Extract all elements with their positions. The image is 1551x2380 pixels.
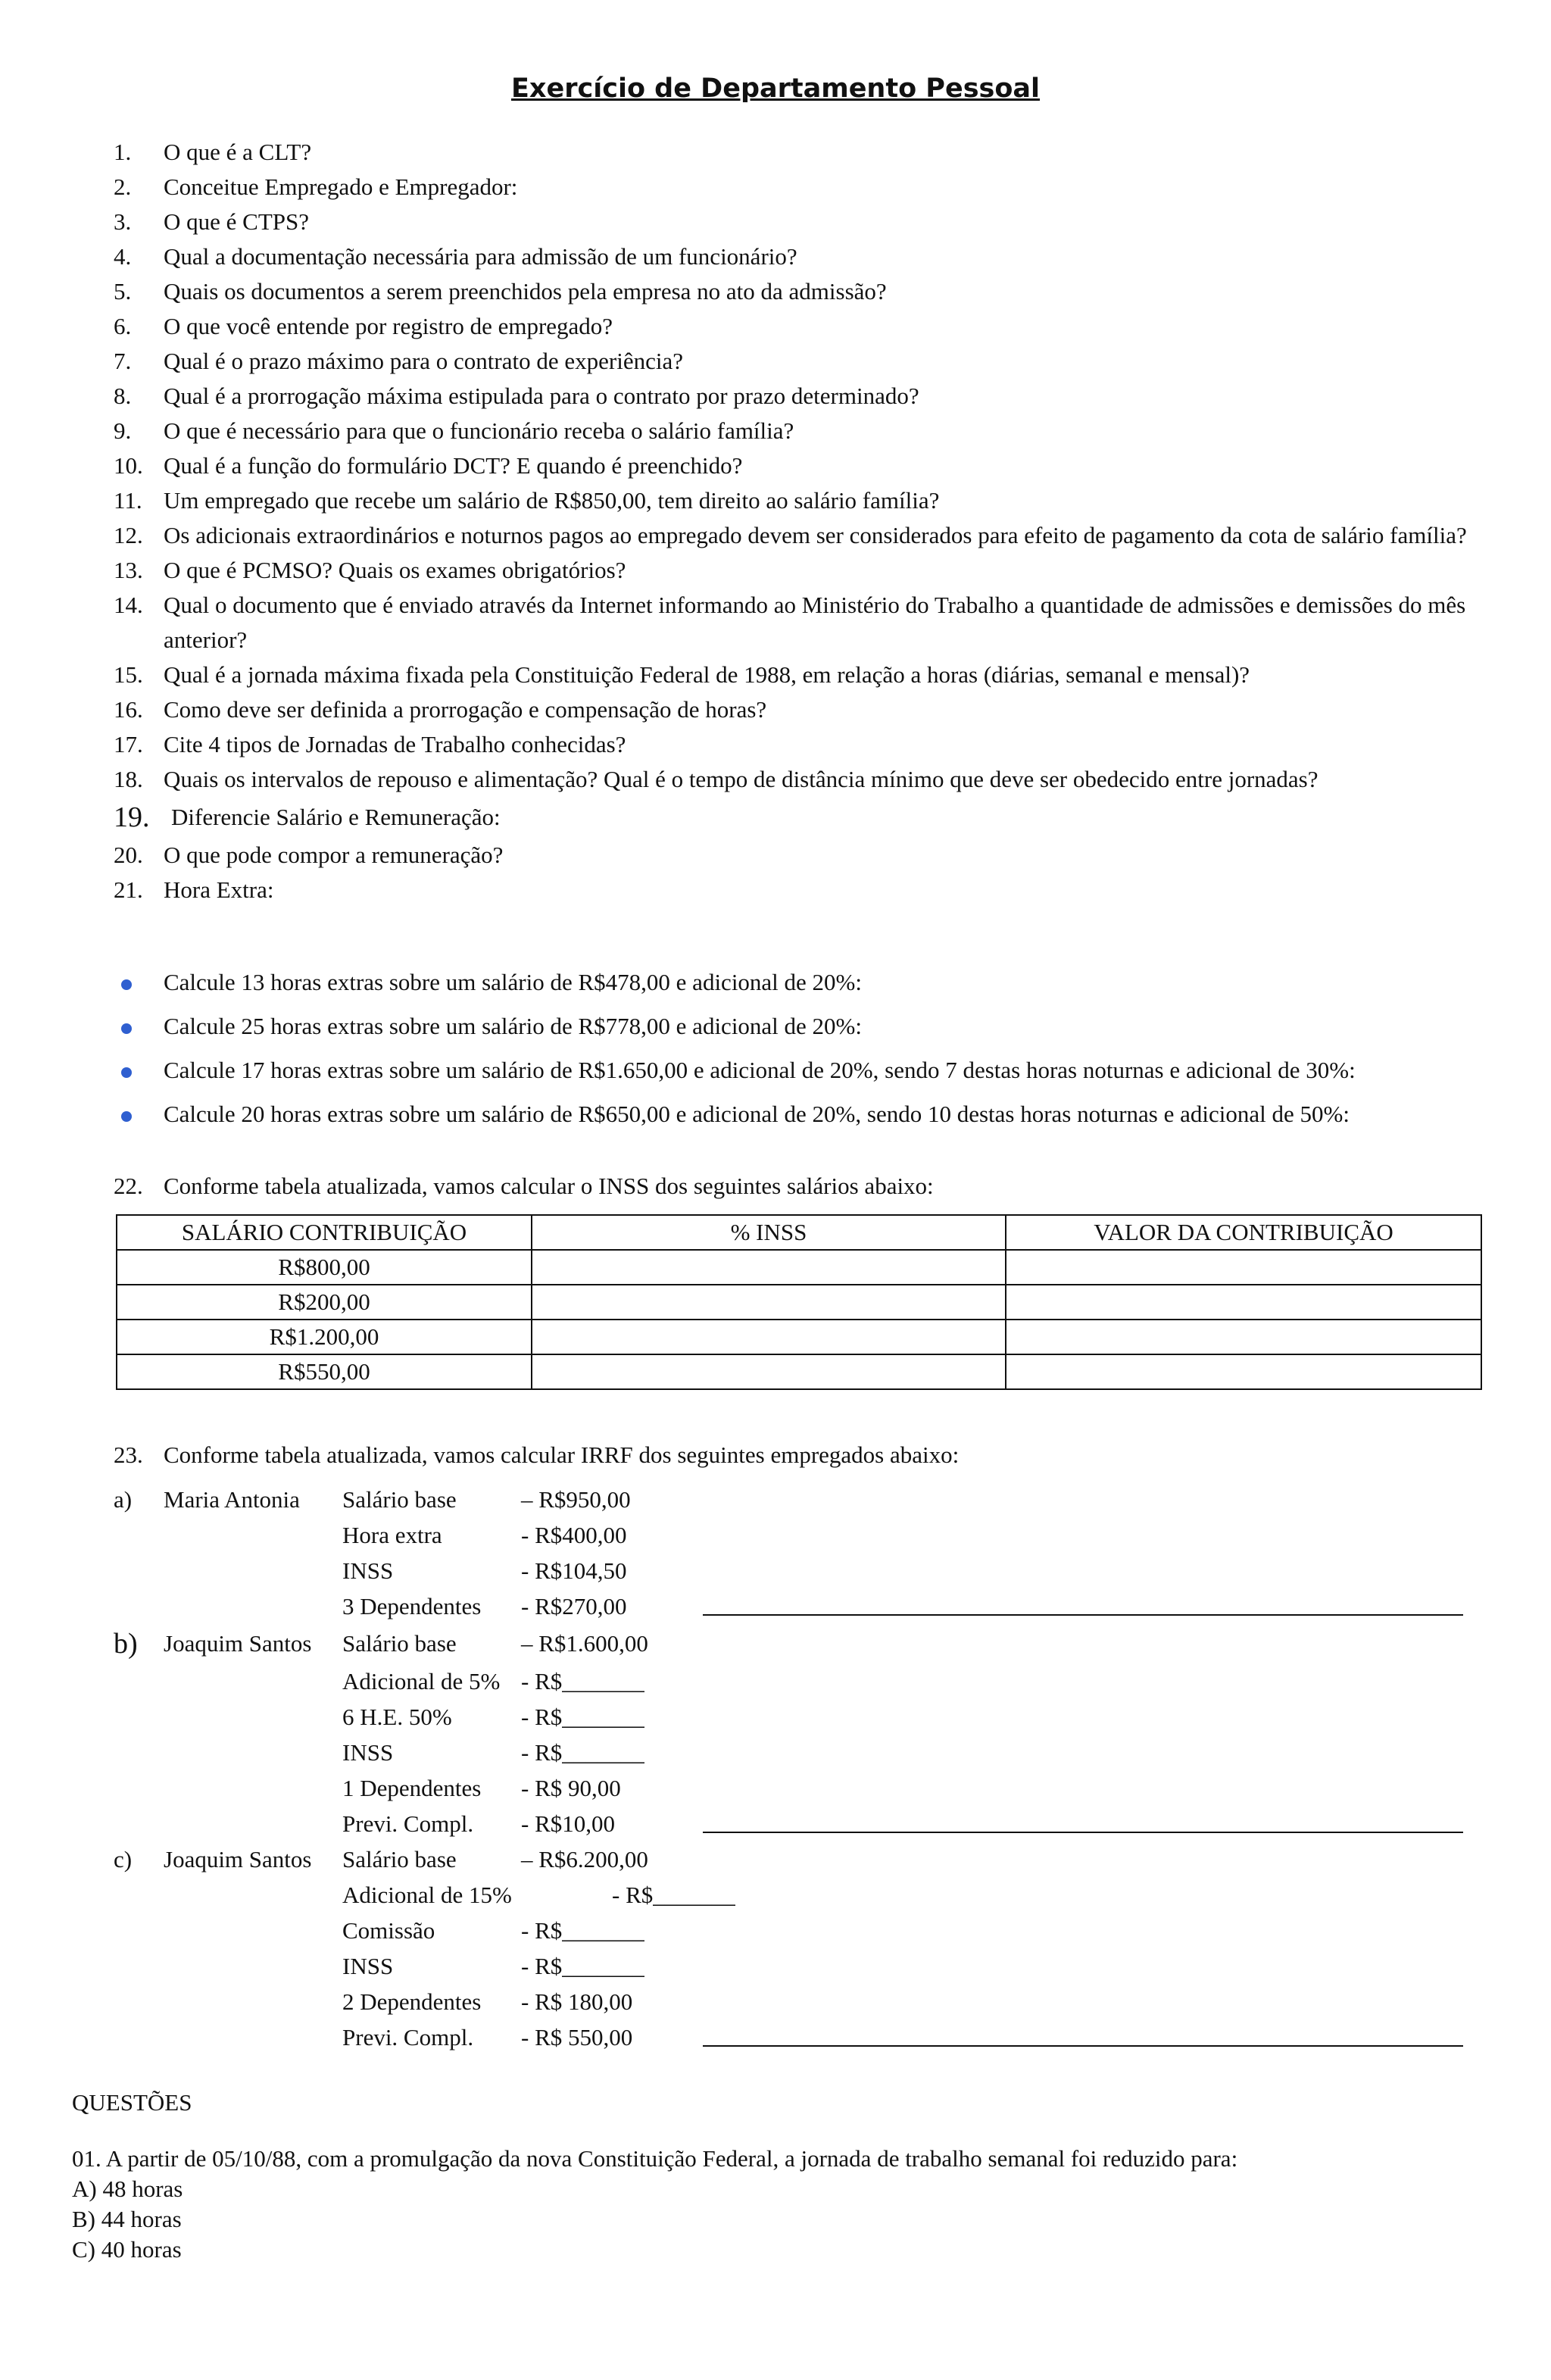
column-header: % INSS [532, 1215, 1006, 1250]
irrf-row [114, 1877, 1477, 1913]
question-number: 19. [114, 801, 150, 833]
question-number: 16. [114, 696, 143, 723]
employee-name: Maria Antonia [164, 1485, 300, 1513]
question-number: 21. [114, 876, 143, 903]
item-value: - R$10,00 [521, 1810, 615, 1837]
irrf-row [114, 1699, 1477, 1735]
bullet-text: Calcule 17 horas extras sobre um salário de R$1.650,00 e adicional de 20%, sendo 7 destas horas noturnas e adicional de 30%: [164, 1057, 1356, 1083]
item-label: 6 H.E. 50% [342, 1703, 452, 1730]
bullet-dot-icon [114, 1097, 164, 1132]
item-value: – R$950,00 [521, 1485, 631, 1513]
item-label: Adicional de 15% [342, 1881, 512, 1908]
irrf-row [114, 1841, 1477, 1877]
question-number: 6. [114, 313, 132, 339]
item-label: Previ. Compl. [342, 2023, 474, 2050]
item-label: Comissão [342, 1916, 435, 1944]
answer-line[interactable] [703, 1815, 1463, 1833]
irrf-row [114, 1735, 1477, 1770]
question-item [114, 588, 1477, 657]
inss-table [116, 1214, 1482, 1390]
question-text: O que é a CLT? [164, 139, 312, 165]
inss-percent-cell[interactable] [532, 1320, 1006, 1354]
question-item [114, 135, 1477, 170]
bullet-item [114, 960, 1500, 1004]
question-text: Qual a documentação necessária para admissão de um funcionário? [164, 243, 797, 270]
question-number: 7. [114, 348, 132, 374]
question-item [114, 1169, 1477, 1204]
item-value: - R$ 180,00 [521, 1988, 633, 2015]
irrf-row [114, 1517, 1477, 1553]
employee-letter: b) [114, 1628, 138, 1660]
column-header: VALOR DA CONTRIBUIÇÃO [1006, 1215, 1481, 1250]
item-label: Previ. Compl. [342, 1810, 474, 1837]
item-value: - R$ 550,00 [521, 2023, 633, 2050]
salary-cell: R$1.200,00 [117, 1320, 532, 1354]
question-text: Cite 4 tipos de Jornadas de Trabalho conhecidas? [164, 731, 626, 757]
item-label: Salário base [342, 1485, 457, 1513]
item-value: - R$_______ [521, 1916, 644, 1944]
question-number: 14. [114, 592, 143, 618]
question-number: 12. [114, 522, 143, 548]
item-label: INSS [342, 1557, 394, 1584]
question-number: 8. [114, 383, 132, 409]
bullet-item [114, 1048, 1500, 1092]
item-label: Salário base [342, 1845, 457, 1872]
answer-line[interactable] [703, 1598, 1463, 1616]
question-text: Diferencie Salário e Remuneração: [171, 804, 501, 830]
questoes-section [72, 2088, 1511, 2265]
item-label: INSS [342, 1738, 394, 1766]
salary-cell: R$550,00 [117, 1354, 532, 1389]
question-number: 22. [114, 1173, 143, 1199]
table-row [117, 1354, 1481, 1389]
question-list [114, 135, 1477, 907]
item-label: 1 Dependentes [342, 1774, 482, 1801]
question-text: Qual é a prorrogação máxima estipulada para o contrato por prazo determinado? [164, 383, 919, 409]
item-value: - R$270,00 [521, 1592, 627, 1619]
irrf-row [114, 1806, 1477, 1841]
question-text: Um empregado que recebe um salário de R$850,00, tem direito ao salário família? [164, 487, 940, 514]
item-label: Salário base [342, 1630, 457, 1657]
item-label: 2 Dependentes [342, 1988, 482, 2015]
question-item [114, 762, 1477, 797]
question-text: Conceitue Empregado e Empregador: [164, 173, 518, 200]
question-item [114, 448, 1477, 483]
question-number: 4. [114, 243, 132, 270]
inss-percent-cell[interactable] [532, 1285, 1006, 1320]
question-number: 17. [114, 731, 143, 757]
irrf-row [114, 1663, 1477, 1699]
contribution-value-cell[interactable] [1006, 1354, 1481, 1389]
bullet-item [114, 1004, 1500, 1048]
question-item [114, 205, 1477, 239]
irrf-row [114, 2019, 1477, 2055]
irrf-row [114, 1624, 1477, 1663]
irrf-employee-list [114, 1482, 1477, 2055]
irrf-row [114, 1913, 1477, 1948]
question-item [114, 838, 1477, 873]
item-value: - R$_______ [521, 1667, 644, 1694]
question-text: O que é CTPS? [164, 208, 310, 235]
question-item [114, 518, 1477, 553]
question-text: Hora Extra: [164, 876, 274, 903]
item-value: – R$6.200,00 [521, 1845, 648, 1872]
question-text: O que você entende por registro de empregado? [164, 313, 613, 339]
employee-letter: c) [114, 1845, 133, 1872]
question-text: Quais os documentos a serem preenchidos pela empresa no ato da admissão? [164, 278, 887, 305]
question-item [114, 344, 1477, 379]
question-text: Conforme tabela atualizada, vamos calcular IRRF dos seguintes empregados abaixo: [164, 1441, 960, 1468]
bullet-dot-icon [114, 965, 164, 1000]
item-value: - R$_______ [612, 1881, 735, 1908]
question-item [114, 657, 1477, 692]
item-value: - R$_______ [521, 1738, 644, 1766]
question-text: Qual é o prazo máximo para o contrato de experiência? [164, 348, 683, 374]
employee-name: Joaquim Santos [164, 1845, 312, 1872]
question-item [114, 379, 1477, 414]
bullet-text: Calcule 13 horas extras sobre um salário de R$478,00 e adicional de 20%: [164, 969, 862, 995]
overtime-bullet-list [114, 960, 1500, 1136]
question-number: 10. [114, 452, 143, 479]
question-number: 15. [114, 661, 143, 688]
question-number: 2. [114, 173, 132, 200]
item-value: - R$_______ [521, 1952, 644, 1979]
question-text: Qual o documento que é enviado através da Internet informando ao Ministério do Trabalho a quantidade de admissões e demissões do mês anterior? [164, 592, 1466, 653]
item-label: Hora extra [342, 1521, 442, 1548]
question-number: 1. [114, 139, 132, 165]
question-text: O que é necessário para que o funcionário receba o salário família? [164, 417, 794, 444]
question-item [114, 873, 1477, 907]
bullet-text: Calcule 25 horas extras sobre um salário de R$778,00 e adicional de 20%: [164, 1013, 862, 1039]
question-item [114, 692, 1477, 727]
question-text: O que é PCMSO? Quais os exames obrigatórios? [164, 557, 626, 583]
item-value: - R$400,00 [521, 1521, 627, 1548]
column-header: SALÁRIO CONTRIBUIÇÃO [117, 1215, 532, 1250]
irrf-row [114, 1588, 1477, 1624]
question-text: Conforme tabela atualizada, vamos calcular o INSS dos seguintes salários abaixo: [164, 1173, 934, 1199]
answer-option[interactable]: B) 44 horas [72, 2206, 182, 2232]
question-number: 13. [114, 557, 143, 583]
item-value: – R$1.600,00 [521, 1630, 648, 1657]
irrf-row [114, 1482, 1477, 1517]
employee-name: Joaquim Santos [164, 1630, 312, 1657]
question-item [114, 170, 1477, 205]
question-number: 9. [114, 417, 132, 444]
bullet-dot-icon [114, 1053, 164, 1088]
item-label: INSS [342, 1952, 394, 1979]
irrf-row [114, 1948, 1477, 1984]
irrf-row [114, 1984, 1477, 2019]
irrf-row [114, 1770, 1477, 1806]
bullet-dot-icon [114, 1009, 164, 1044]
item-value: - R$_______ [521, 1703, 644, 1730]
question-text: Quais os intervalos de repouso e alimentação? Qual é o tempo de distância mínimo que deve ser obedecido entre jornadas? [164, 766, 1319, 792]
irrf-row [114, 1553, 1477, 1588]
item-label: 3 Dependentes [342, 1592, 482, 1619]
table-row [117, 1285, 1481, 1320]
salary-cell: R$800,00 [117, 1250, 532, 1285]
item-label: Adicional de 5% [342, 1667, 501, 1694]
question-number: 5. [114, 278, 132, 305]
item-value: - R$104,50 [521, 1557, 627, 1584]
question-number: 23. [114, 1441, 143, 1468]
question-01-text: 01. A partir de 05/10/88, com a promulgação da nova Constituição Federal, a jornada de trabalho semanal foi reduzido para: [72, 2145, 1238, 2172]
question-item [114, 727, 1477, 762]
question-item [114, 274, 1477, 309]
question-item [114, 797, 1477, 838]
contribution-value-cell[interactable] [1006, 1285, 1481, 1320]
employee-letter: a) [114, 1485, 133, 1513]
question-item [114, 309, 1477, 344]
answer-option[interactable]: C) 40 horas [72, 2236, 182, 2263]
page-title: Exercício de Departamento Pessoal [510, 73, 1041, 104]
question-number: 11. [114, 487, 142, 514]
question-number: 3. [114, 208, 132, 235]
table-header-row [117, 1215, 1481, 1250]
inss-percent-cell[interactable] [532, 1250, 1006, 1285]
question-item [114, 1438, 1477, 1473]
contribution-value-cell[interactable] [1006, 1320, 1481, 1354]
bullet-item [114, 1092, 1500, 1136]
question-item [114, 553, 1477, 588]
question-text: O que pode compor a remuneração? [164, 842, 504, 868]
inss-percent-cell[interactable] [532, 1354, 1006, 1389]
table-row [117, 1320, 1481, 1354]
answer-option[interactable]: A) 48 horas [72, 2175, 183, 2202]
question-number: 20. [114, 842, 143, 868]
answer-line[interactable] [703, 2029, 1463, 2047]
question-number: 18. [114, 766, 143, 792]
question-item [114, 483, 1477, 518]
salary-cell: R$200,00 [117, 1285, 532, 1320]
table-row [117, 1250, 1481, 1285]
contribution-value-cell[interactable] [1006, 1250, 1481, 1285]
question-text: Como deve ser definida a prorrogação e compensação de horas? [164, 696, 767, 723]
question-item [114, 414, 1477, 448]
question-text: Qual é a jornada máxima fixada pela Constituição Federal de 1988, em relação a horas (diárias, semanal e mensal)? [164, 661, 1250, 688]
question-text: Os adicionais extraordinários e noturnos pagos ao empregado devem ser considerados para efeito de pagamento da cota de salário família? [164, 522, 1467, 548]
question-text: Qual é a função do formulário DCT? E quando é preenchido? [164, 452, 743, 479]
question-item [114, 239, 1477, 274]
bullet-text: Calcule 20 horas extras sobre um salário de R$650,00 e adicional de 20%, sendo 10 destas horas noturnas e adicional de 50%: [164, 1101, 1350, 1127]
item-value: - R$ 90,00 [521, 1774, 621, 1801]
questoes-heading: QUESTÕES [72, 2089, 192, 2116]
